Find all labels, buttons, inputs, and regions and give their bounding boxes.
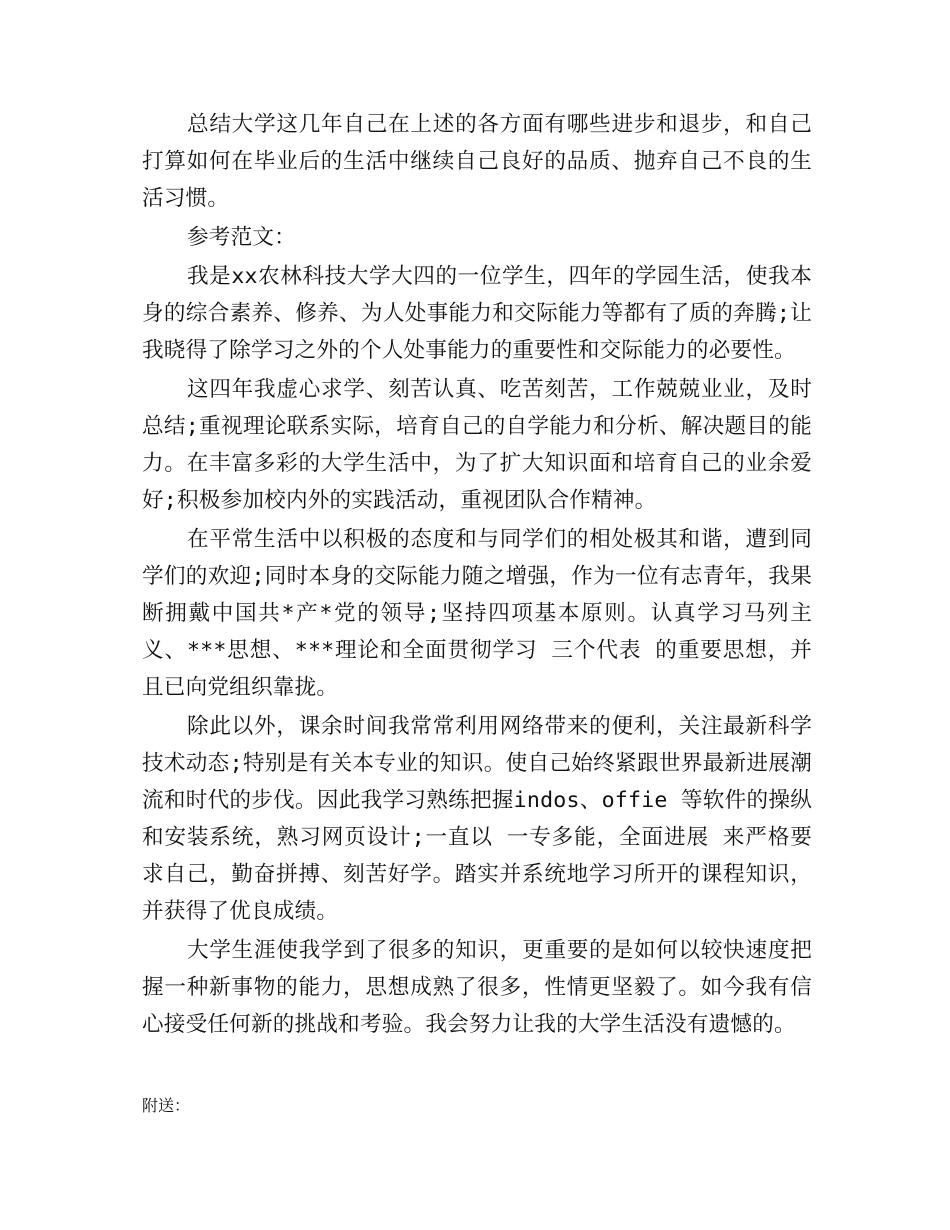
appendix-label: 附送：: [142, 1096, 191, 1115]
paragraph-summary-instruction: 总结大学这几年自己在上述的各方面有哪些进步和退步，和自己打算如何在毕业后的生活中继续自己良好的品质、抛弃自己不良的生活习惯。: [142, 112, 812, 211]
paragraph-skills: 除此以外，课余时间我常常利用网络带来的便利，关注最新科学技术动态;特别是有关本专业的知识。使自己始终紧跟世界最新进展潮流和时代的步伐。因此我学习熟练把握indos、offie 等软件的操纵和安装系统，熟习网页设计;一直以 一专多能，全面进展 来严格要求自己，勤奋拼搏、刻苦好学。踏实并系统地学习所开的课程知识，并获得了优良成绩。: [142, 714, 812, 924]
paragraph-reference-heading: 参考范文：: [187, 225, 296, 250]
paragraph-life: 在平常生活中以积极的态度和与同学们的相处极其和谐，遭到同学们的欢迎;同时本身的交际能力随之增强，作为一位有志青年，我果断拥戴中国共*产*党的领导;坚持四项基本原则。认真学习马列主义、***思想、***理论和全面贯彻学习 三个代表 的重要思想，并且已向党组织靠拢。: [142, 527, 812, 700]
paragraph-conclusion: 大学生涯使我学到了很多的知识，更重要的是如何以较快速度把握一种新事物的能力，思想成熟了很多，性情更坚毅了。如今我有信心接受任何新的挑战和考验。我会努力让我的大学生活没有遗憾的。: [142, 938, 812, 1037]
document-body: [142, 106, 812, 1045]
paragraph-study: 这四年我虚心求学、刻苦认真、吃苦刻苦，工作兢兢业业，及时总结;重视理论联系实际，培育自己的自学能力和分析、解决题目的能力。在丰富多彩的大学生活中，为了扩大知识面和培育自己的业余爱好;积极参加校内外的实践活动，重视团队合作精神。: [142, 377, 812, 513]
paragraph-intro: 我是xx农林科技大学大四的一位学生，四年的学园生活，使我本身的综合素养、修养、为人处事能力和交际能力等都有了质的奔腾;让我晓得了除学习之外的个人处事能力的重要性和交际能力的必要性。: [142, 264, 812, 363]
